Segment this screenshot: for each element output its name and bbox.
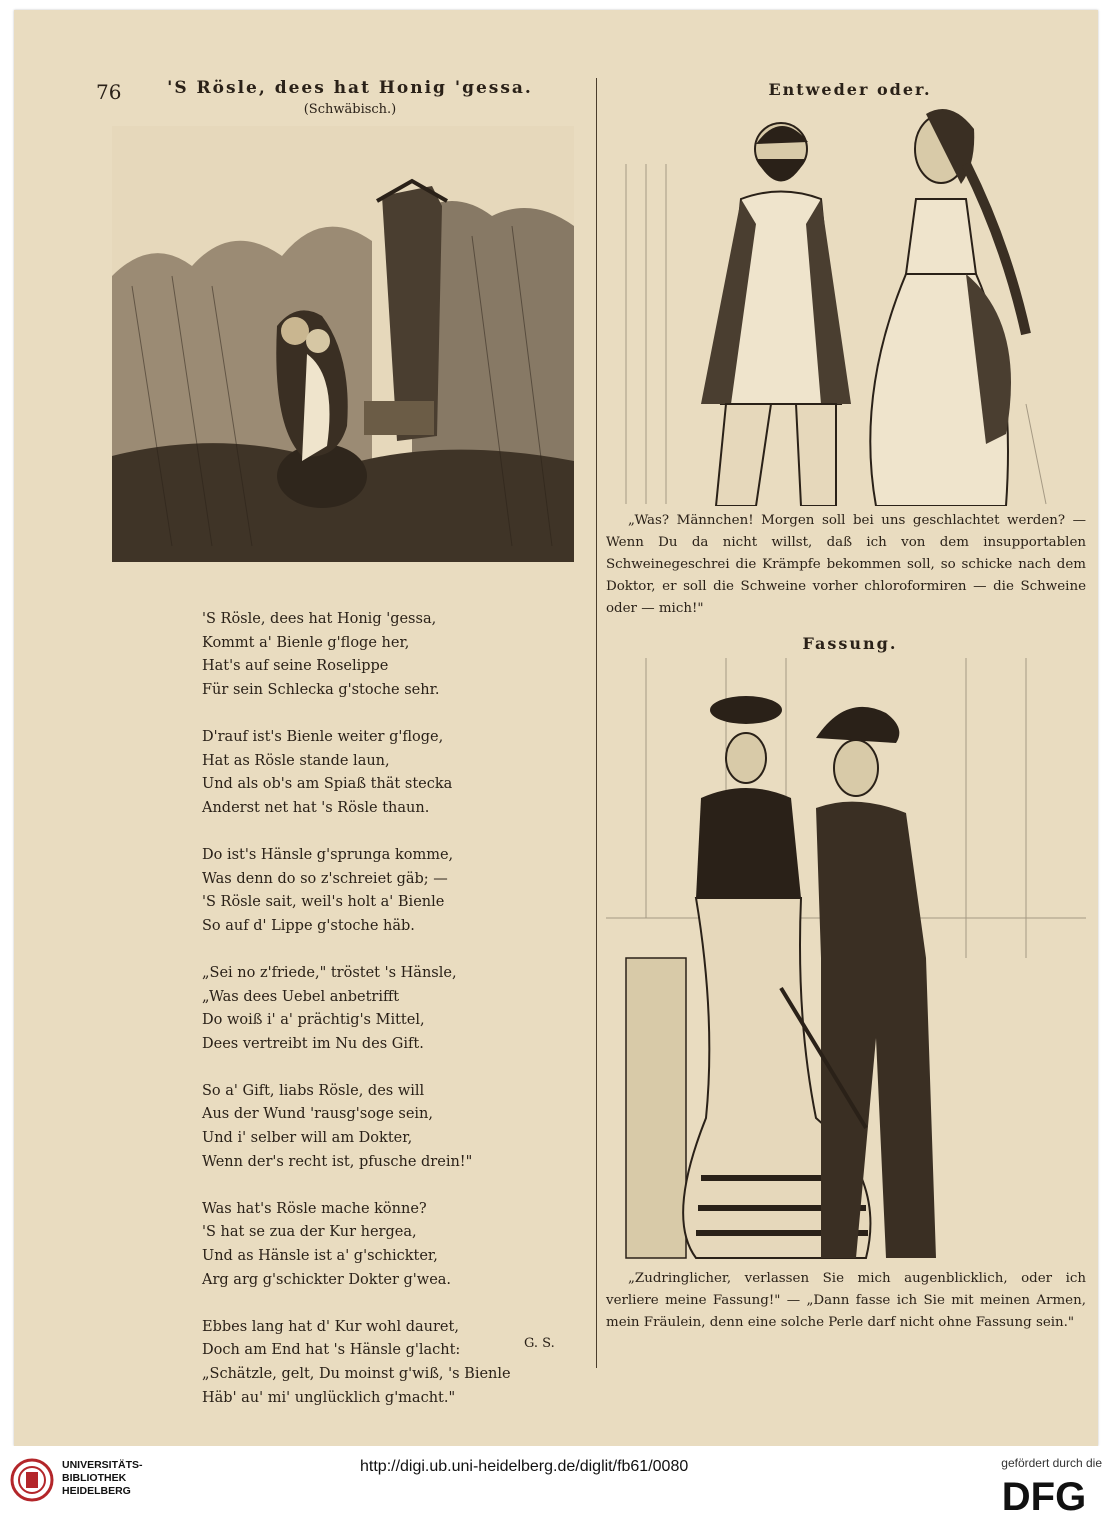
verse-line: Häb' au' mi' unglücklich g'macht.": [202, 1389, 456, 1406]
stanza: [202, 962, 582, 1056]
stanza: [202, 1198, 582, 1292]
poem-body: [202, 608, 582, 1434]
verse-line: Ebbes lang hat d' Kur wohl dauret,: [202, 1318, 459, 1335]
verse-line: So a' Gift, liabs Rösle, des will: [202, 1082, 425, 1099]
poem-subtitle: (Schwäbisch.): [303, 102, 397, 117]
library-name-line: UNIVERSITÄTS-: [62, 1459, 143, 1471]
illustration-couple-at-well: [112, 126, 574, 562]
cartoon1-title: Entweder oder.: [768, 80, 932, 99]
cartoon2-title: Fassung.: [802, 634, 898, 653]
stanza: [202, 608, 582, 702]
verse-line: 'S Rösle sait, weil's holt a' Bienle: [202, 894, 445, 911]
stanza: [202, 726, 582, 820]
cartoon1-caption-text: „Was? Männchen! Morgen soll bei uns geschlachtet werden? — Wenn Du da nicht willst, daß ich von dem insupportablen Schweinegeschrei die Krämpfe bekommen soll, so schicke nach dem Doktor, er soll die Schweine vorher chloroformiren — die Schweine oder — mich!": [606, 513, 1086, 616]
verse-line: Aus der Wund 'rausg'soge sein,: [202, 1106, 434, 1123]
verse-line: „Schätzle, gelt, Du moinst g'wiß, 's Bienle: [202, 1366, 511, 1382]
stanza: [202, 1080, 582, 1174]
poem-signature: G. S.: [524, 1336, 555, 1351]
library-name: [62, 1459, 143, 1498]
verse-line: Und as Hänsle ist a' g'schickter,: [202, 1248, 438, 1265]
poem-title: 'S Rösle, dees hat Honig 'gessa.: [167, 78, 533, 98]
verse-line: Anderst net hat 's Rösle thaun.: [202, 799, 430, 816]
verse-line: Was hat's Rösle mache könne?: [202, 1200, 427, 1217]
cartoon2-caption-text: „Zudringlicher, verlassen Sie mich augenblicklich, oder ich verliere meine Fassung!" — „Dann fasse ich Sie mit meinen Armen, mein Fräulein, denn eine solche Perle darf nicht ohne Fassung sein.": [606, 1271, 1086, 1330]
cartoon2-caption: [606, 1268, 1086, 1334]
verse-line: Do woiß i' a' prächtig's Mittel,: [202, 1012, 425, 1029]
illustration-man-and-woman: [606, 104, 1086, 506]
funding-note: gefördert durch die: [1001, 1456, 1102, 1470]
verse-line: Arg arg g'schickter Dokter g'wea.: [202, 1271, 452, 1288]
footer-bar: [0, 1446, 1111, 1524]
library-name-line: BIBLIOTHEK: [62, 1472, 127, 1484]
verse-line: „Sei no z'friede," tröstet 's Hänsle,: [202, 964, 457, 981]
cartoon1-caption: [606, 510, 1086, 620]
verse-line: 'S Rösle, dees hat Honig 'gessa,: [202, 611, 437, 627]
verse-line: Und i' selber will am Dokter,: [202, 1130, 413, 1147]
verse-line: D'rauf ist's Bienle weiter g'floge,: [202, 728, 444, 745]
verse-line: „Was dees Uebel anbetrifft: [202, 988, 400, 1005]
dfg-logo: [990, 1472, 1098, 1516]
stanza: [202, 844, 582, 938]
verse-line: Für sein Schlecka g'stoche sehr.: [202, 681, 440, 698]
verse-line: Hat's auf seine Roselippe: [202, 658, 389, 675]
verse-line: Was denn do so z'schreiet gäb; —: [202, 870, 448, 887]
verse-line: Hat as Rösle stande laun,: [202, 752, 390, 769]
stanza: [202, 1316, 582, 1410]
verse-line: Kommt a' Bienle g'floge her,: [202, 634, 410, 651]
dfg-logo-text: DFG: [1001, 1475, 1087, 1516]
page-number: 76: [96, 80, 122, 104]
verse-line: So auf d' Lippe g'stoche häb.: [202, 917, 415, 934]
verse-line: Doch am End hat 's Hänsle g'lacht:: [202, 1342, 461, 1359]
verse-line: Wenn der's recht ist, pfusche drein!": [202, 1153, 473, 1170]
column-divider: [596, 78, 597, 1368]
university-seal-icon: [10, 1458, 54, 1502]
source-url-link[interactable]: http://digi.ub.uni-heidelberg.de/diglit/fb61/0080: [360, 1458, 689, 1475]
verse-line: Dees vertreibt im Nu des Gift.: [202, 1035, 424, 1052]
verse-line: Und als ob's am Spiaß thät stecka: [202, 776, 453, 793]
verse-line: 'S hat se zua der Kur hergea,: [202, 1224, 417, 1241]
library-name-line: HEIDELBERG: [62, 1485, 131, 1497]
illustration-lady-and-suitor: [606, 658, 1086, 1262]
verse-line: Do ist's Hänsle g'sprunga komme,: [202, 846, 454, 863]
